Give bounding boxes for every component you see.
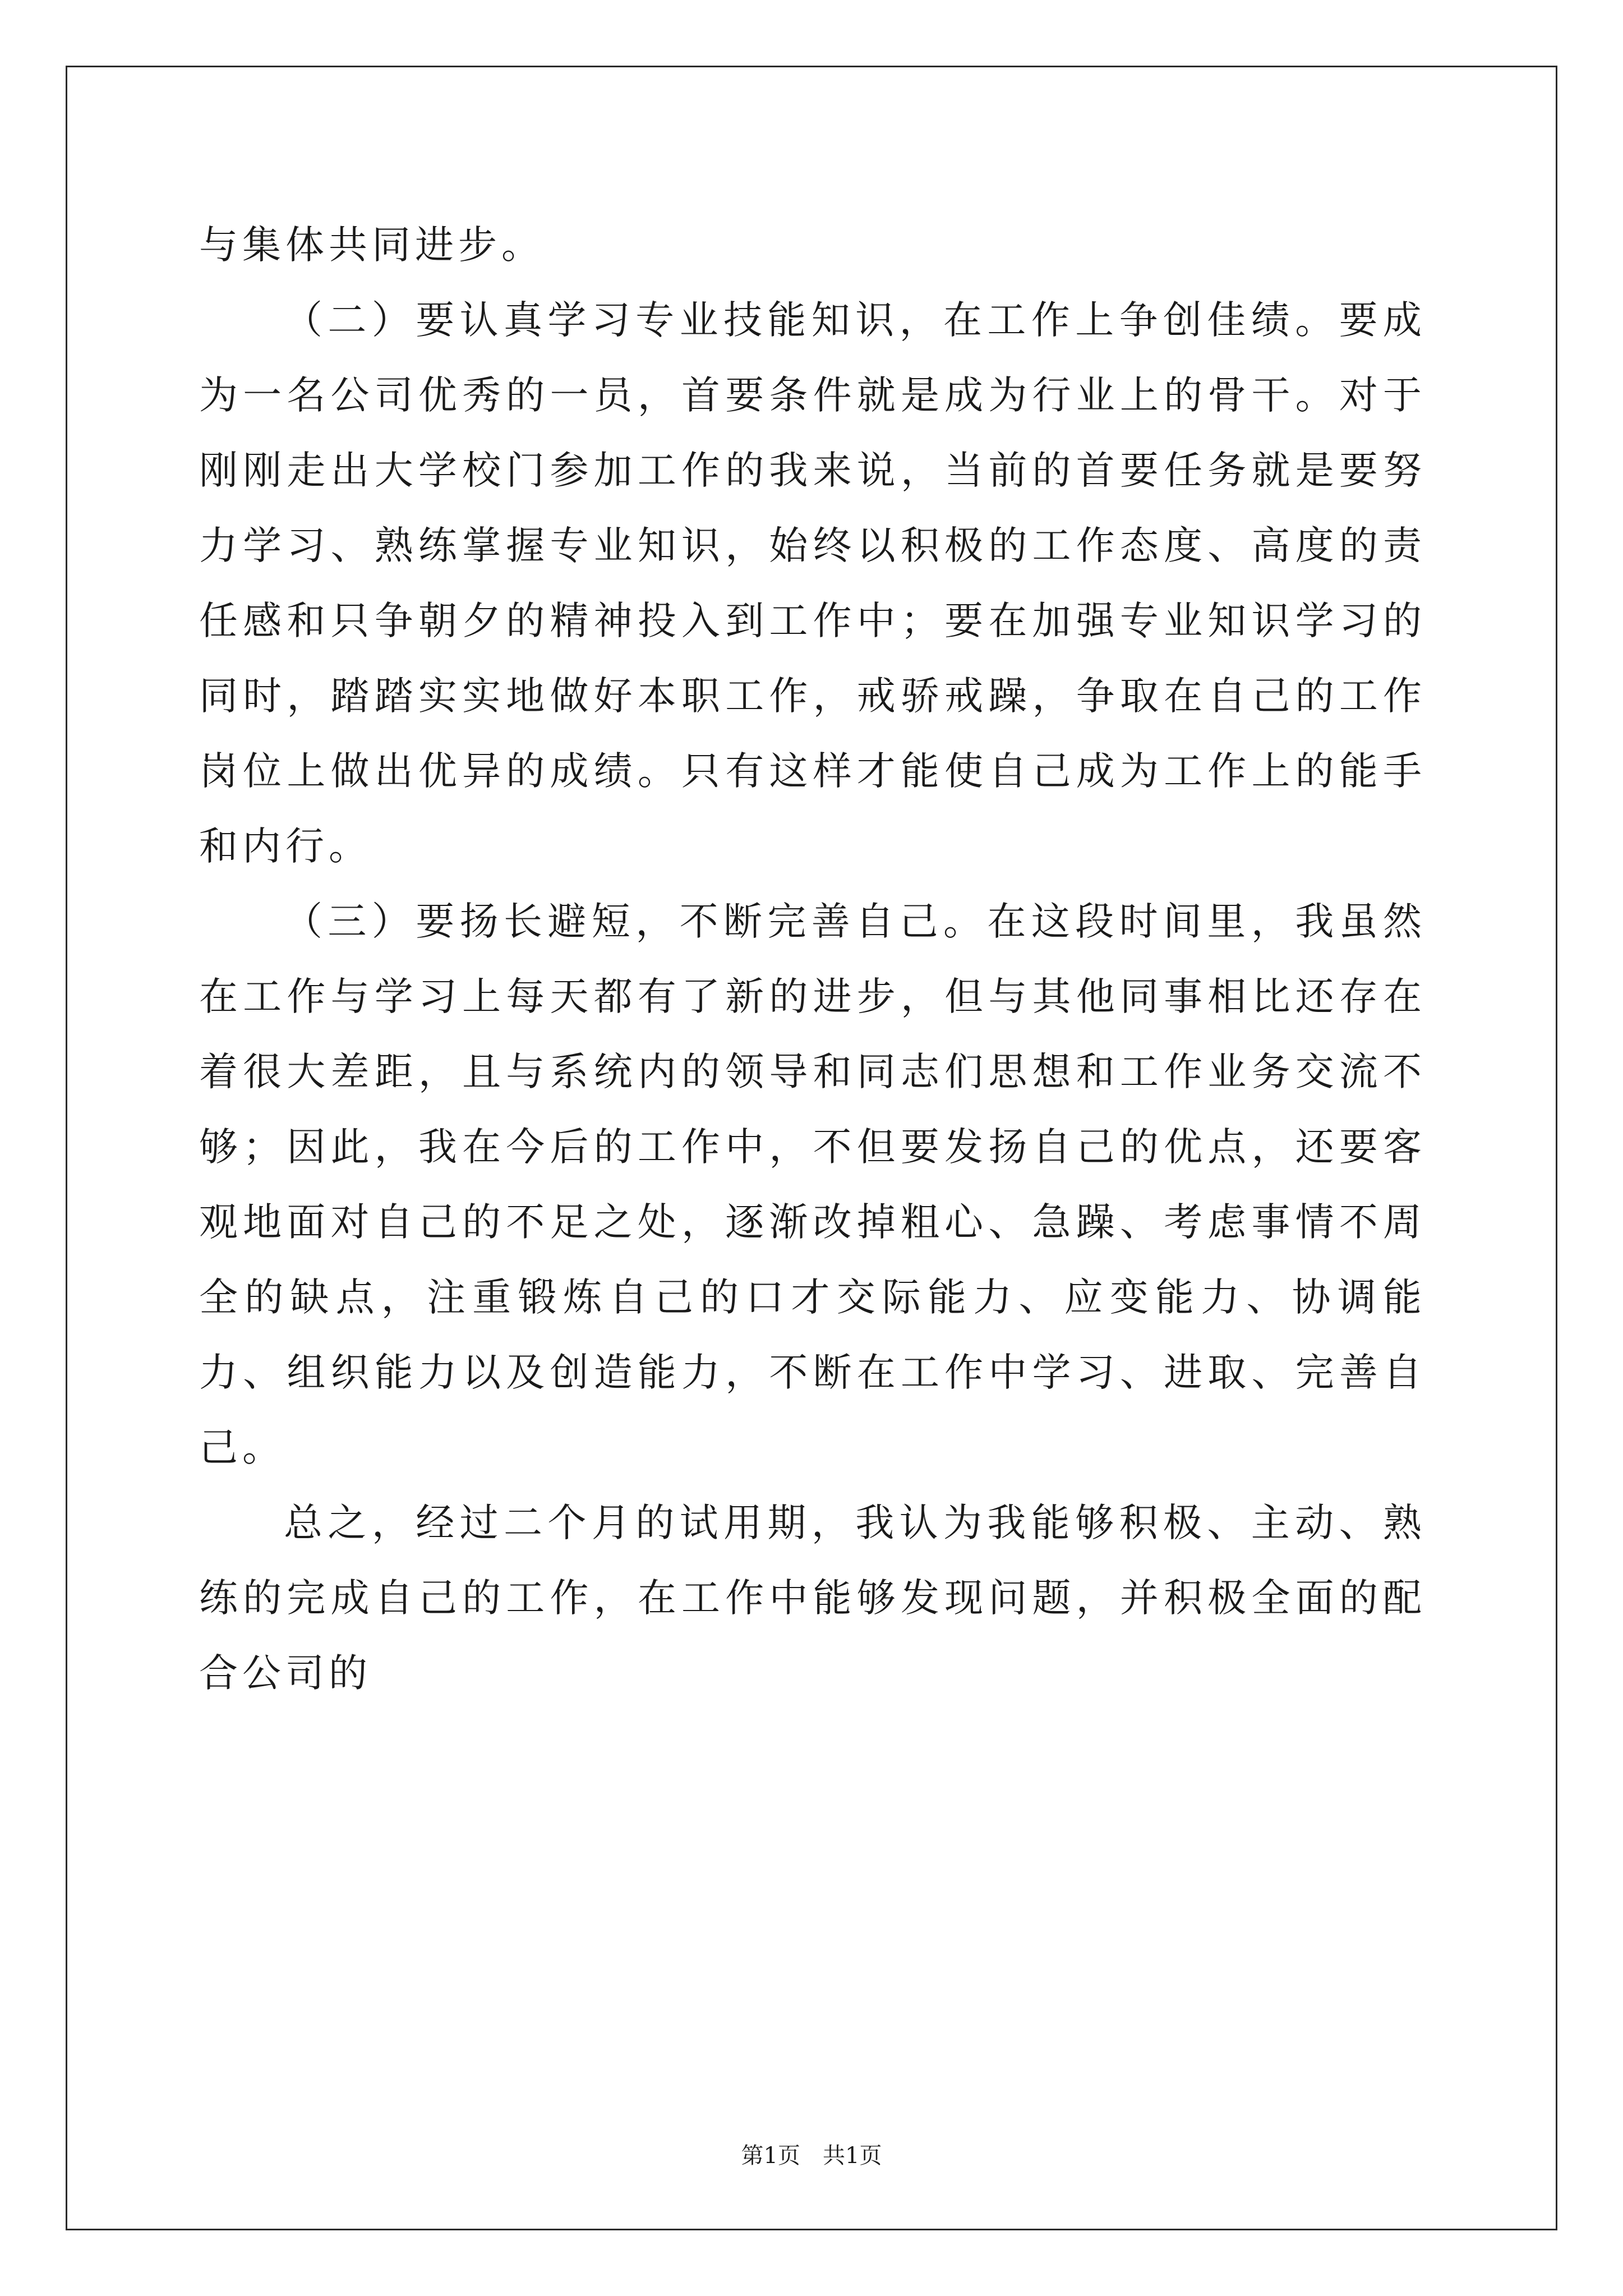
page-number: 第1页 bbox=[741, 2143, 800, 2169]
page-footer bbox=[0, 2142, 1623, 2170]
paragraph-4: 总之，经过二个月的试用期，我认为我能够积极、主动、熟练的完成自己的工作，在工作中能够发现问题，并积极全面的配合公司的 bbox=[199, 1501, 1426, 1696]
paragraph-3: （三）要扬长避短，不断完善自己。在这段时间里，我虽然在工作与学习上每天都有了新的进步，但与其他同事相比还存在着很大差距，且与系统内的领导和同志们思想和工作业务交流不够；因此，我在今后的工作中，不但要发扬自己的优点，还要客观地面对自己的不足之处，逐渐改掉粗心、急躁、考虑事情不周全的缺点，注重锻炼自己的口才交际能力、应变能力、协调能力、组织能力以及创造能力，不断在工作中学习、进取、完善自己。 bbox=[199, 899, 1426, 1470]
page-total: 共1页 bbox=[823, 2143, 882, 2169]
paragraph-1: 与集体共同进步。 bbox=[199, 223, 545, 268]
paragraph-2: （二）要认真学习专业技能知识，在工作上争创佳绩。要成为一名公司优秀的一员，首要条件就是成为行业上的骨干。对于刚刚走出大学校门参加工作的我来说，当前的首要任务就是要努力学习、熟练掌握专业知识，始终以积极的工作态度、高度的责任感和只争朝夕的精神投入到工作中；要在加强专业知识学习的同时，踏踏实实地做好本职工作，戒骄戒躁，争取在自己的工作岗位上做出优异的成绩。只有这样才能使自己成为工作上的能手和内行。 bbox=[199, 298, 1426, 869]
document-body bbox=[199, 208, 1426, 1711]
